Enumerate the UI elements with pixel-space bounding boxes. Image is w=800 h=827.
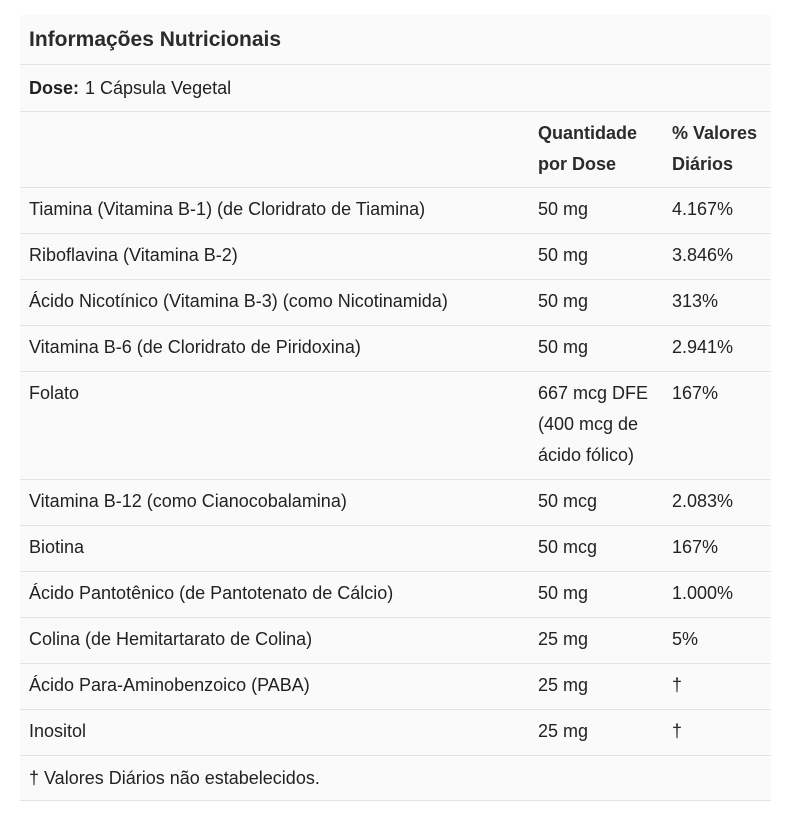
table-row: [20, 480, 771, 526]
ingredient-name: Ácido Pantotênico (de Pantotenato de Cálcio): [20, 572, 537, 618]
nutrition-facts-panel: [20, 15, 771, 801]
footnote-row: [20, 756, 771, 801]
table-header-row: [20, 112, 771, 188]
ingredient-name: Riboflavina (Vitamina B-2): [20, 234, 537, 280]
ingredient-daily-value: 4.167%: [672, 188, 771, 234]
ingredient-daily-value: 2.941%: [672, 326, 771, 372]
ingredient-daily-value: 2.083%: [672, 480, 771, 526]
panel-title: Informações Nutricionais: [29, 27, 282, 51]
title-row: [20, 15, 771, 65]
table-row: [20, 326, 771, 372]
ingredient-daily-value: 167%: [672, 526, 771, 572]
dose-row: [20, 65, 771, 112]
ingredient-name: Inositol: [20, 710, 537, 756]
ingredient-daily-value: †: [672, 710, 771, 756]
ingredient-name: Ácido Nicotínico (Vitamina B-3) (como Nicotinamida): [20, 280, 537, 326]
table-row: [20, 526, 771, 572]
ingredient-daily-value: 3.846%: [672, 234, 771, 280]
ingredient-amount: 667 mcg DFE (400 mcg de ácido fólico): [537, 372, 672, 480]
ingredient-amount: 25 mg: [537, 710, 672, 756]
table-row: [20, 618, 771, 664]
ingredient-amount: 50 mg: [537, 188, 672, 234]
nutrition-table: [20, 112, 771, 756]
ingredient-daily-value: 313%: [672, 280, 771, 326]
ingredient-amount: 50 mg: [537, 280, 672, 326]
ingredient-amount: 50 mg: [537, 326, 672, 372]
dose-value: 1 Cápsula Vegetal: [85, 77, 232, 98]
ingredient-amount: 25 mg: [537, 664, 672, 710]
ingredient-daily-value: 5%: [672, 618, 771, 664]
table-row: [20, 188, 771, 234]
ingredient-daily-value: 167%: [672, 372, 771, 480]
table-row: [20, 572, 771, 618]
header-ingredient: [20, 112, 537, 188]
ingredient-name: Tiamina (Vitamina B-1) (de Cloridrato de Tiamina): [20, 188, 537, 234]
footnote: † Valores Diários não estabelecidos.: [29, 767, 320, 788]
header-daily-value: % Valores Diários: [672, 112, 771, 188]
ingredient-amount: 50 mg: [537, 572, 672, 618]
ingredient-amount: 25 mg: [537, 618, 672, 664]
ingredient-name: Biotina: [20, 526, 537, 572]
ingredient-name: Ácido Para-Aminobenzoico (PABA): [20, 664, 537, 710]
ingredient-name: Colina (de Hemitartarato de Colina): [20, 618, 537, 664]
ingredient-amount: 50 mg: [537, 234, 672, 280]
ingredient-amount: 50 mcg: [537, 526, 672, 572]
ingredient-name: Vitamina B-12 (como Cianocobalamina): [20, 480, 537, 526]
table-body: [20, 188, 771, 756]
ingredient-daily-value: 1.000%: [672, 572, 771, 618]
table-row: [20, 664, 771, 710]
table-row: [20, 372, 771, 480]
ingredient-daily-value: †: [672, 664, 771, 710]
table-row: [20, 280, 771, 326]
dose-label: Dose:: [29, 77, 80, 98]
ingredient-amount: 50 mcg: [537, 480, 672, 526]
header-amount: Quantidade por Dose: [537, 112, 672, 188]
ingredient-name: Folato: [20, 372, 537, 480]
table-row: [20, 234, 771, 280]
table-row: [20, 710, 771, 756]
ingredient-name: Vitamina B-6 (de Cloridrato de Piridoxina): [20, 326, 537, 372]
